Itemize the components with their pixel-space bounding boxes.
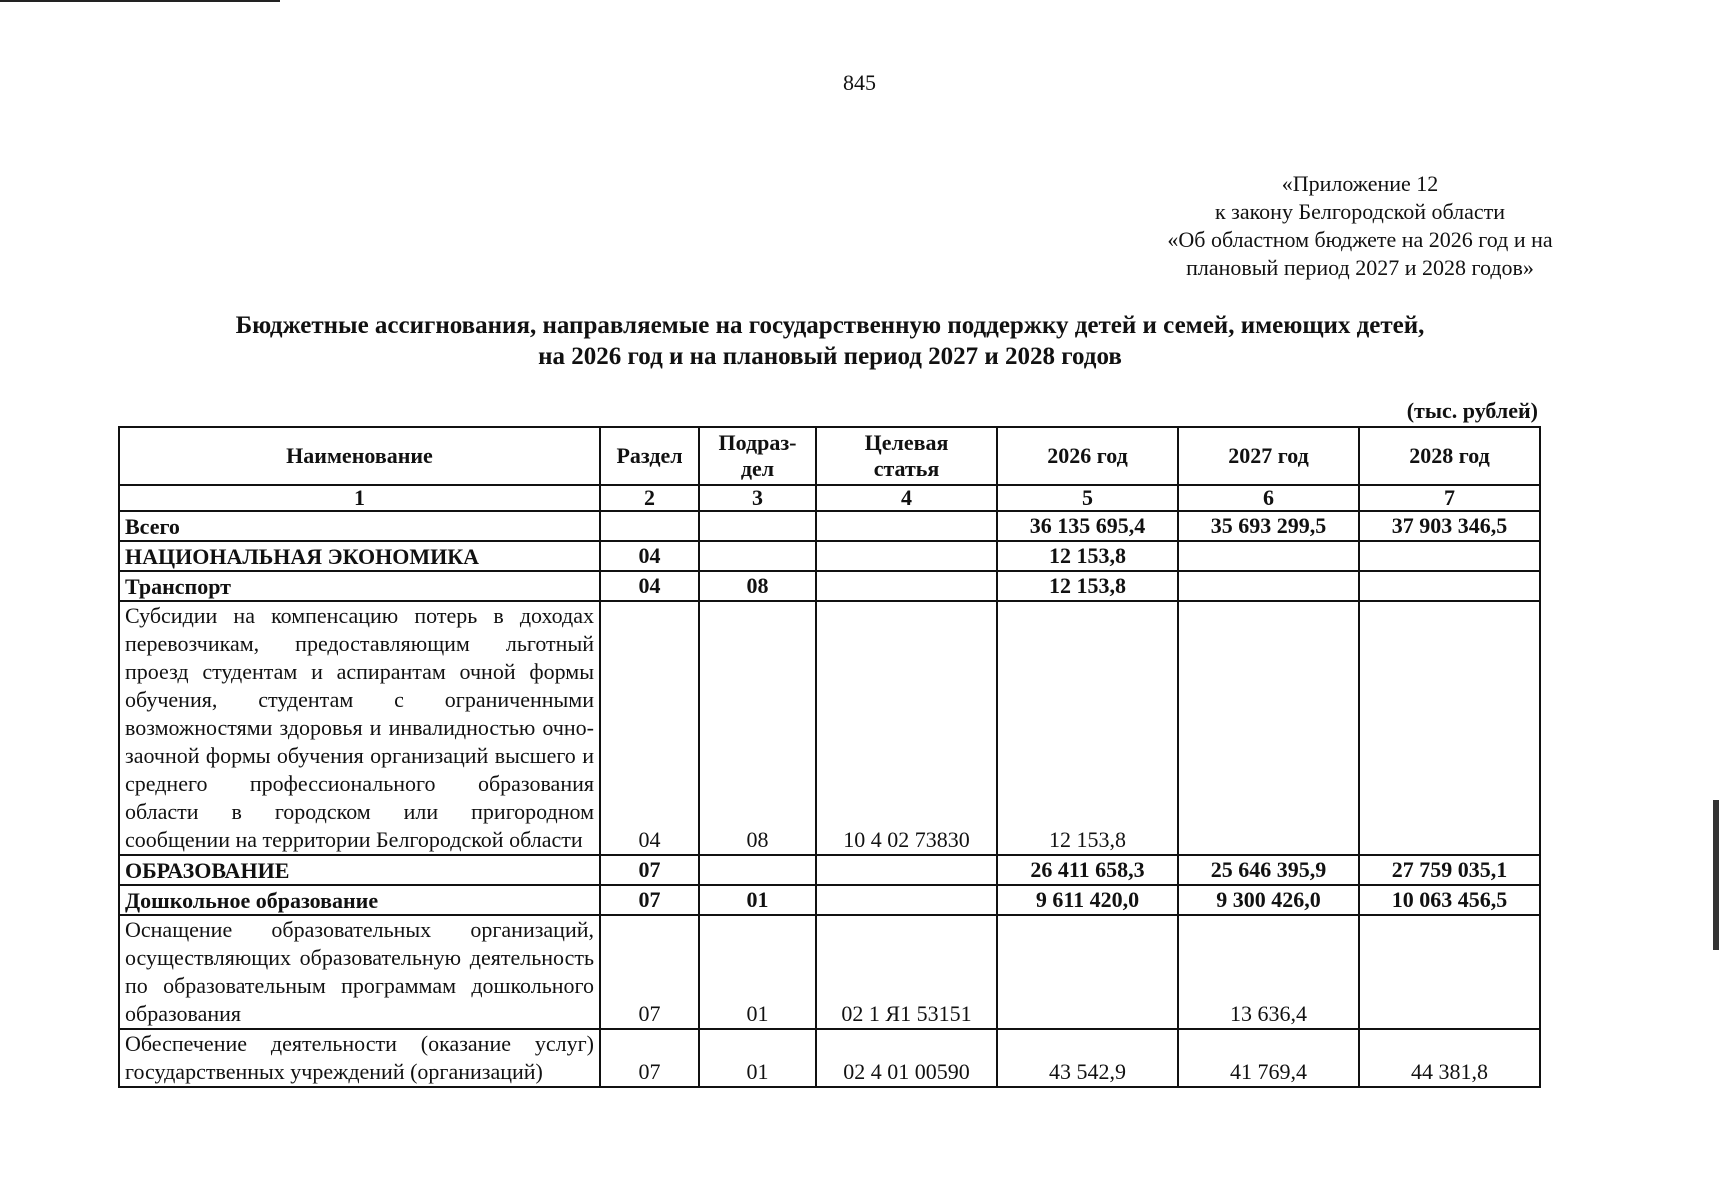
table-row [119,571,1540,601]
header-year-2026: 2026 год [997,427,1178,485]
row-2028-cell [1359,571,1540,601]
budget-table [118,426,1541,1088]
row-2027-cell: 25 646 395,9 [1178,855,1359,885]
row-2028-cell [1359,601,1540,855]
table-row [119,541,1540,571]
row-name-cell: Оснащение образовательных организаций, осуществляющих образовательную деятельность по образовательным программам дошкольного образования [119,915,600,1029]
row-razdel-cell: 04 [600,571,699,601]
top-rule [0,0,280,2]
row-target-article-cell [816,855,997,885]
appendix-header-line: плановый период 2027 и 2028 годов» [1186,255,1534,280]
row-2026-cell: 26 411 658,3 [997,855,1178,885]
row-2026-cell [997,915,1178,1029]
row-razdel-cell: 07 [600,915,699,1029]
row-2028-cell [1359,541,1540,571]
column-number-row [119,485,1540,511]
row-2026-cell: 9 611 420,0 [997,885,1178,915]
row-2028-cell [1359,915,1540,1029]
header-name: Наименование [119,427,600,485]
table-row [119,601,1540,855]
row-podrazdel-cell: 08 [699,601,816,855]
row-2027-cell [1178,541,1359,571]
row-podrazdel-cell: 08 [699,571,816,601]
row-target-article-cell: 02 1 Я1 53151 [816,915,997,1029]
table-row [119,855,1540,885]
row-target-article-cell [816,541,997,571]
document-title [80,310,1580,372]
row-target-article-cell: 10 4 02 73830 [816,601,997,855]
row-podrazdel-cell: 01 [699,1029,816,1087]
header-target-article: Целевая статья [816,427,997,485]
row-razdel-cell: 07 [600,855,699,885]
row-target-article-cell [816,511,997,541]
header-razdel: Раздел [600,427,699,485]
row-2027-cell: 13 636,4 [1178,915,1359,1029]
row-name-cell: Всего [119,511,600,541]
row-podrazdel-cell: 01 [699,885,816,915]
row-name-cell: Субсидии на компенсацию потерь в доходах перевозчикам, предоставляющим льготный проезд студентам и аспирантам очной формы обучения, студентам с ограниченными возможностями здоровья и инвалидностью очно-заочной формы обучения организаций высшего и среднего профессионального образования области в городском или пригородном сообщении на территории Белгородской области [119,601,600,855]
row-name-cell: НАЦИОНАЛЬНАЯ ЭКОНОМИКА [119,541,600,571]
row-2026-cell: 12 153,8 [997,571,1178,601]
row-podrazdel-cell [699,511,816,541]
row-2027-cell: 35 693 299,5 [1178,511,1359,541]
row-target-article-cell [816,885,997,915]
column-number: 5 [997,485,1178,511]
table-row [119,915,1540,1029]
row-2028-cell: 44 381,8 [1359,1029,1540,1087]
header-year-2028: 2028 год [1359,427,1540,485]
table-row [119,1029,1540,1087]
appendix-header-line: «Приложение 12 [1281,171,1439,196]
row-razdel-cell: 07 [600,1029,699,1087]
column-number: 3 [699,485,816,511]
row-name-cell: Обеспечение деятельности (оказание услуг) государственных учреждений (организаций) [119,1029,600,1087]
table-header-row [119,427,1540,485]
document-title-line: Бюджетные ассигнования, направляемые на государственную поддержку детей и семей, имеющих детей, [235,312,1425,339]
row-razdel-cell [600,511,699,541]
row-razdel-cell: 04 [600,541,699,571]
row-razdel-cell: 07 [600,885,699,915]
row-podrazdel-cell [699,855,816,885]
appendix-header [1060,170,1660,282]
row-podrazdel-cell: 01 [699,915,816,1029]
row-2027-cell [1178,601,1359,855]
appendix-header-line: к закону Белгородской области [1214,199,1506,224]
column-number: 1 [119,485,600,511]
column-number: 2 [600,485,699,511]
row-podrazdel-cell [699,541,816,571]
row-2028-cell: 10 063 456,5 [1359,885,1540,915]
document-title-line: на 2026 год и на плановый период 2027 и 2028 годов [538,343,1122,370]
units-label: (тыс. рублей) [1406,398,1538,423]
table-row [119,511,1540,541]
row-2027-cell [1178,571,1359,601]
page-number: 845 [843,70,876,95]
row-target-article-cell: 02 4 01 00590 [816,1029,997,1087]
scan-edge-mark [1713,800,1719,950]
row-name-cell: Дошкольное образование [119,885,600,915]
row-2026-cell: 12 153,8 [997,541,1178,571]
column-number: 6 [1178,485,1359,511]
column-number: 4 [816,485,997,511]
row-2027-cell: 41 769,4 [1178,1029,1359,1087]
row-2027-cell: 9 300 426,0 [1178,885,1359,915]
table-row [119,885,1540,915]
row-name-cell: Транспорт [119,571,600,601]
column-number: 7 [1359,485,1540,511]
header-podrazdel: Подраз- дел [699,427,816,485]
row-2028-cell: 37 903 346,5 [1359,511,1540,541]
row-razdel-cell: 04 [600,601,699,855]
header-year-2027: 2027 год [1178,427,1359,485]
row-2026-cell: 12 153,8 [997,601,1178,855]
row-name-cell: ОБРАЗОВАНИЕ [119,855,600,885]
row-2026-cell: 36 135 695,4 [997,511,1178,541]
row-2026-cell: 43 542,9 [997,1029,1178,1087]
appendix-header-line: «Об областном бюджете на 2026 год и на [1167,227,1553,252]
row-target-article-cell [816,571,997,601]
row-2028-cell: 27 759 035,1 [1359,855,1540,885]
